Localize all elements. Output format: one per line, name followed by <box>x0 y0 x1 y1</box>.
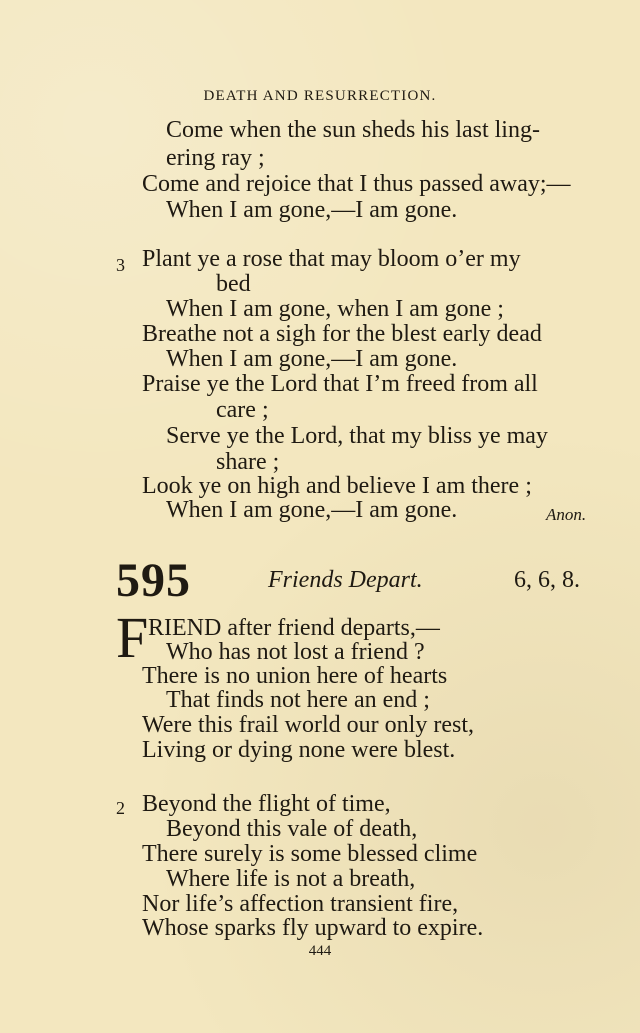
hymn-594-verse-2-line-3: Come and rejoice that I thus passed away;— <box>142 171 571 197</box>
hymn-595-verse-2-line-6: Whose sparks fly upward to expire. <box>142 915 484 941</box>
hymn-594-verse-3-line-7: care ; <box>216 397 269 423</box>
page-number: 444 <box>308 943 332 959</box>
hymn-595-verse-2-line-5: Nor life’s affection transient fire, <box>142 891 459 917</box>
hymn-595-title: Friends Depart. <box>268 567 423 593</box>
running-head: DEATH AND RESURRECTION. <box>203 88 437 104</box>
hymn-595-verse-2-line-1: Beyond the flight of time, <box>142 791 391 817</box>
hymn-594-verse-3-line-6: Praise ye the Lord that I’m freed from all <box>142 371 538 397</box>
hymn-594-verse-3-line-10: Look ye on high and believe I am there ; <box>142 473 532 499</box>
hymn-594-verse-3-line-4: Breathe not a sigh for the blest early dead <box>142 321 542 347</box>
hymn-594-verse-3-line-11: When I am gone,—I am gone. <box>166 497 458 523</box>
hymn-595-verse-1-line-3: There is no union here of hearts <box>142 663 448 689</box>
hymn-594-verse-3-line-1: Plant ye a rose that may bloom o’er my <box>142 246 521 272</box>
hymn-595-verse-1-line-1: RIEND after friend departs,— <box>148 615 440 641</box>
hymn-594-verse-2-line-2: ering ray ; <box>166 145 265 171</box>
hymn-594-verse-3-line-9: share ; <box>216 449 280 475</box>
hymn-595-verse-2-number: 2 <box>116 798 125 818</box>
hymn-594-verse-2-line-4: When I am gone,—I am gone. <box>166 197 458 223</box>
hymn-594-verse-3-line-2: bed <box>216 271 251 297</box>
hymn-595-meter: 6, 6, 8. <box>514 567 580 593</box>
dropcap-letter: F <box>116 605 149 670</box>
hymn-595-verse-1-line-2: Who has not lost a friend ? <box>166 639 425 665</box>
hymn-594-verse-3-line-3: When I am gone, when I am gone ; <box>166 296 504 322</box>
hymn-594-verse-3-line-8: Serve ye the Lord, that my bliss ye may <box>166 423 548 449</box>
hymn-594-verse-3-line-5: When I am gone,—I am gone. <box>166 346 458 372</box>
hymn-594-verse-3-number: 3 <box>116 255 125 275</box>
hymn-595-verse-1-line-6: Living or dying none were blest. <box>142 737 456 763</box>
hymn-595-verse-1-line-4: That finds not here an end ; <box>166 687 430 713</box>
hymn-595-verse-2-line-4: Where life is not a breath, <box>166 866 416 892</box>
hymn-595-number: 595 <box>116 554 191 607</box>
hymn-594-author: Anon. <box>546 505 587 524</box>
hymn-595-verse-1-line-5: Were this frail world our only rest, <box>142 712 474 738</box>
hymn-595-verse-2-line-2: Beyond this vale of death, <box>166 816 418 842</box>
hymn-594-verse-2-line-1: Come when the sun sheds his last ling- <box>166 117 540 143</box>
hymn-595-verse-2-line-3: There surely is some blessed clime <box>142 841 478 867</box>
